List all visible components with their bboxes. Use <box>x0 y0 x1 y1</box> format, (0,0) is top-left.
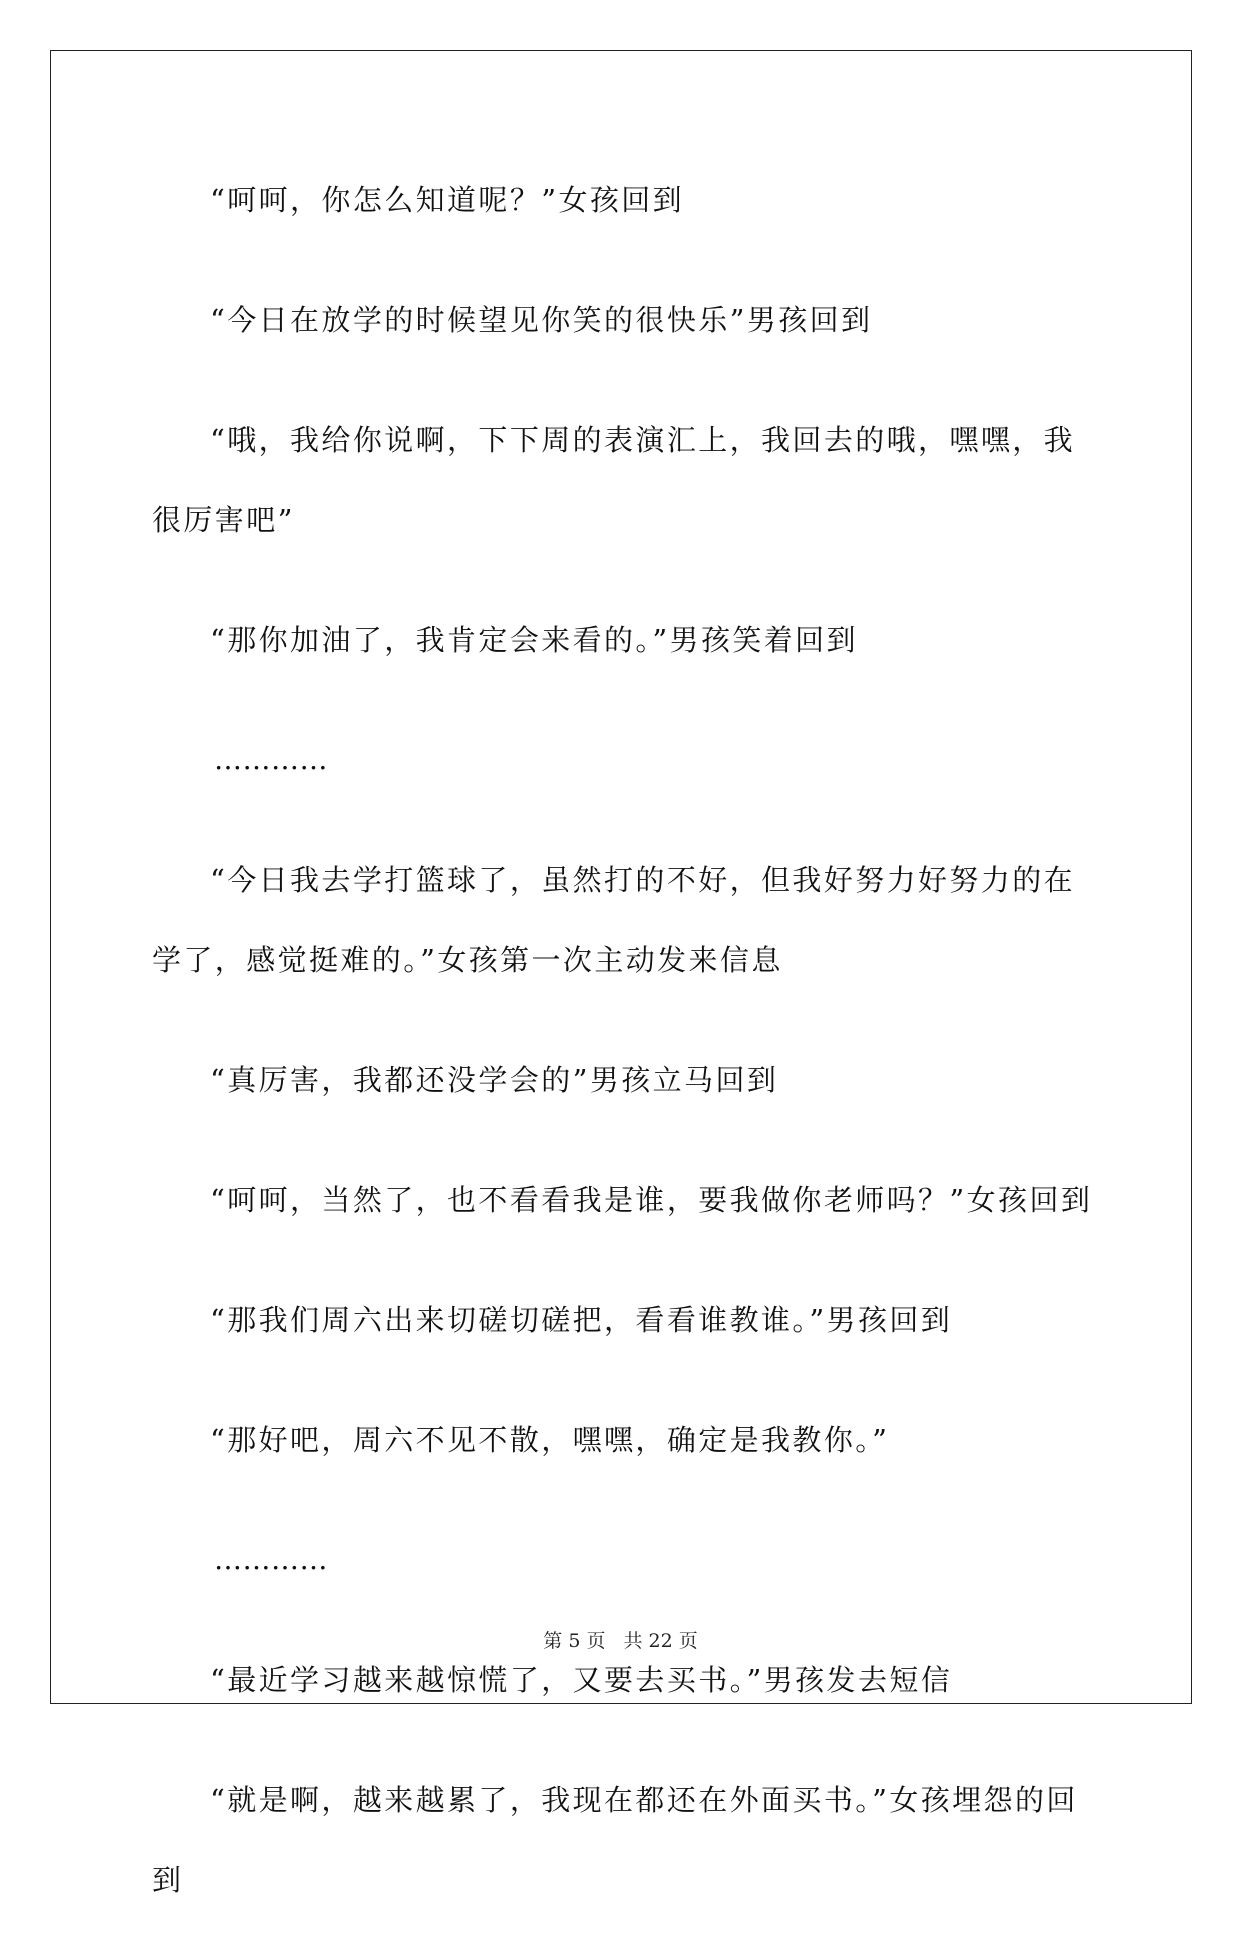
paragraph: “那我们周六出来切磋切磋把，看看谁教谁。”男孩回到 <box>210 1303 953 1337</box>
paragraph: “呵呵，你怎么知道呢？”女孩回到 <box>210 183 685 217</box>
paragraph: “最近学习越来越惊慌了，又要去买书。”男孩发去短信 <box>210 1663 953 1697</box>
paragraph: “那你加油了，我肯定会来看的。”男孩笑着回到 <box>210 623 858 657</box>
paragraph: “真厉害，我都还没学会的”男孩立马回到 <box>210 1063 779 1097</box>
page-total: 共 22 页 <box>623 1630 698 1652</box>
paragraph: “那好吧，周六不见不散，嘿嘿，确定是我教你。” <box>210 1423 890 1457</box>
page-footer <box>0 1626 1241 1653</box>
paragraph: “就是啊，越来越累了，我现在都还在外面买书。”女孩埋怨的回到 <box>152 1783 1078 1897</box>
page-number: 第 5 页 <box>543 1630 606 1652</box>
ellipsis-separator: ………… <box>214 1543 328 1576</box>
paragraph: “今日我去学打篮球了，虽然打的不好，但我好努力好努力的在学了，感觉挺难的。”女孩第一次主动发来信息 <box>152 863 1076 977</box>
document-body <box>152 160 1100 1960</box>
ellipsis-separator: ………… <box>214 743 328 776</box>
paragraph: “哦，我给你说啊，下下周的表演汇上，我回去的哦，嘿嘿，我很厉害吧” <box>152 423 1076 537</box>
paragraph: “今日在放学的时候望见你笑的很快乐”男孩回到 <box>210 303 873 337</box>
paragraph: “呵呵，当然了，也不看看我是谁，要我做你老师吗？”女孩回到 <box>210 1183 1093 1217</box>
